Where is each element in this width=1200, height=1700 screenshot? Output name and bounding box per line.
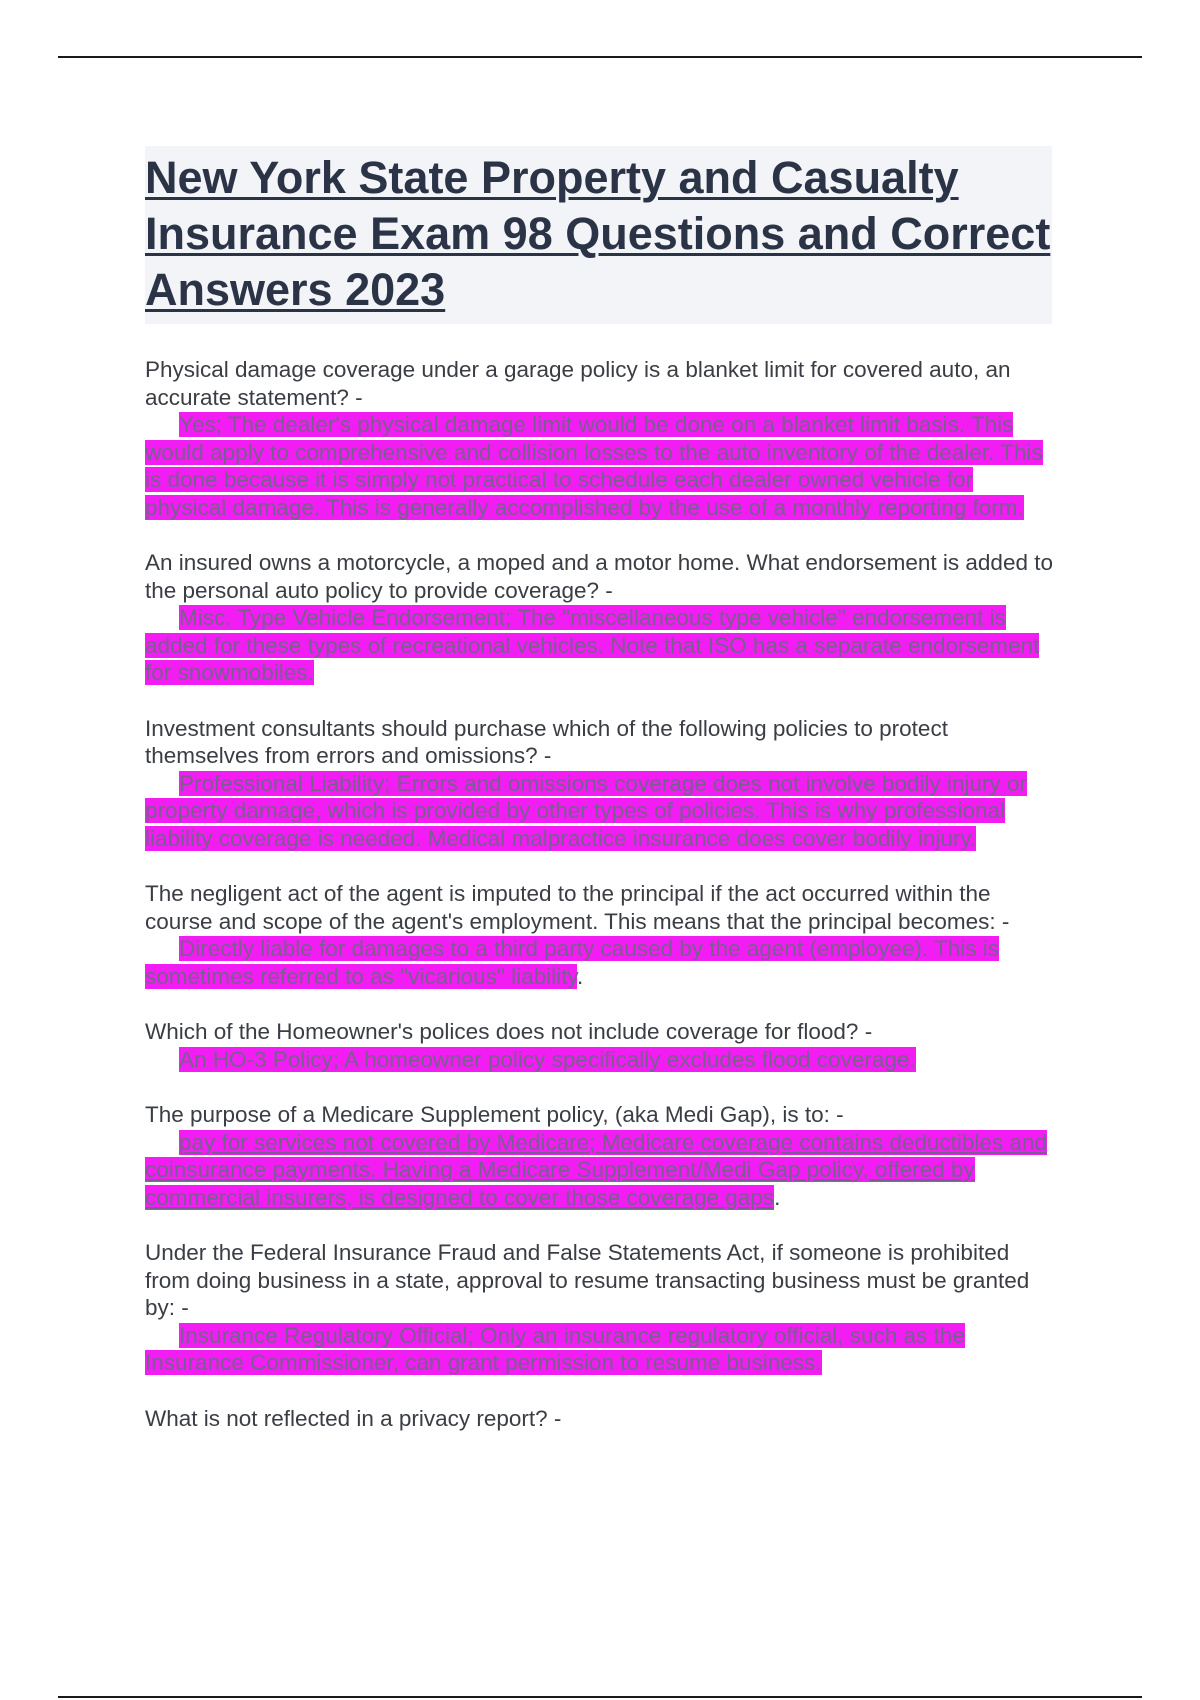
question-text: The negligent act of the agent is imputed to the principal if the act occurred within the course and scope of the agent's employment. This means that the principal becomes: - [145,881,1010,934]
question-text: Which of the Homeowner's polices does not include coverage for flood? - [145,1019,873,1044]
answer-text [145,770,1057,853]
title-block [145,146,1052,324]
answer-text [145,1322,1057,1377]
answer-highlight: Insurance Regulatory Official; Only an insurance regulatory official, such as the Insurance Commissioner, can grant permission to resume business. [145,1322,965,1375]
answer-highlight: Yes; The dealer's physical damage limit would be done on a blanket limit basis. This would apply to comprehensive and collision losses to the auto inventory of the dealer. This is done because it is simply not practical to schedule each dealer owned vehicle for physical damage. This is generally accomplished by the use of a monthly reporting form. [145,412,1043,520]
answer-highlight: Professional Liability; Errors and omissions coverage does not involve bodily injury or property damage, which is provided by other types of policies. This is why professional liability coverage is needed. Medical malpractice insurance does cover bodily injury. [145,770,1027,851]
answer-text [145,411,1057,521]
answer-tail: . [774,1184,781,1210]
answer-text [145,1046,1057,1074]
question-text: Investment consultants should purchase which of the following policies to protect themselves from errors and omissions? - [145,715,948,768]
page-title: New York State Property and Casualty Insurance Exam 98 Questions and Correct Answers 2023 [145,152,1051,315]
bottom-rule [58,1696,1142,1698]
qa-item [145,549,1057,687]
qa-item [145,1405,1057,1433]
question-text: The purpose of a Medicare Supplement policy, (aka Medi Gap), is to: - [145,1102,844,1127]
qa-item [145,880,1057,990]
answer-text [145,1129,1057,1212]
qa-item [145,356,1057,521]
answer-highlight: An HO-3 Policy; A homeowner policy specifically excludes flood coverage. [179,1046,916,1072]
answer-highlight: pay for services not covered by Medicare; Medicare coverage contains deductibles and coinsurance payments. Having a Medicare Supplement/Medi Gap policy, offered by commercial insurers, is designed to cover those coverage gaps [145,1129,1047,1210]
answer-highlight: Directly liable for damages to a third party caused by the agent (employee). This is sometimes referred to as "vicarious" liability [145,936,999,989]
question-text: Physical damage coverage under a garage policy is a blanket limit for covered auto, an accurate statement? - [145,357,1011,410]
top-rule [58,56,1142,58]
question-text: Under the Federal Insurance Fraud and False Statements Act, if someone is prohibited from doing business in a state, approval to resume transacting business must be granted by: - [145,1240,1030,1320]
answer-text [145,935,1057,990]
qa-list [145,356,1057,1460]
question-text: What is not reflected in a privacy report? - [145,1405,562,1431]
answer-highlight: Misc. Type Vehicle Endorsement; The "miscellaneous type vehicle" endorsement is added for these types of recreational vehicles. Note that ISO has a separate endorsement for snowmobiles. [145,605,1040,685]
qa-item [145,1101,1057,1211]
qa-item [145,715,1057,853]
answer-tail: . [576,963,584,989]
question-text: An insured owns a motorcycle, a moped and a motor home. What endorsement is added to the personal auto policy to provide coverage? - [145,550,1053,603]
qa-item [145,1018,1057,1073]
qa-item [145,1239,1057,1377]
answer-text [145,604,1057,687]
